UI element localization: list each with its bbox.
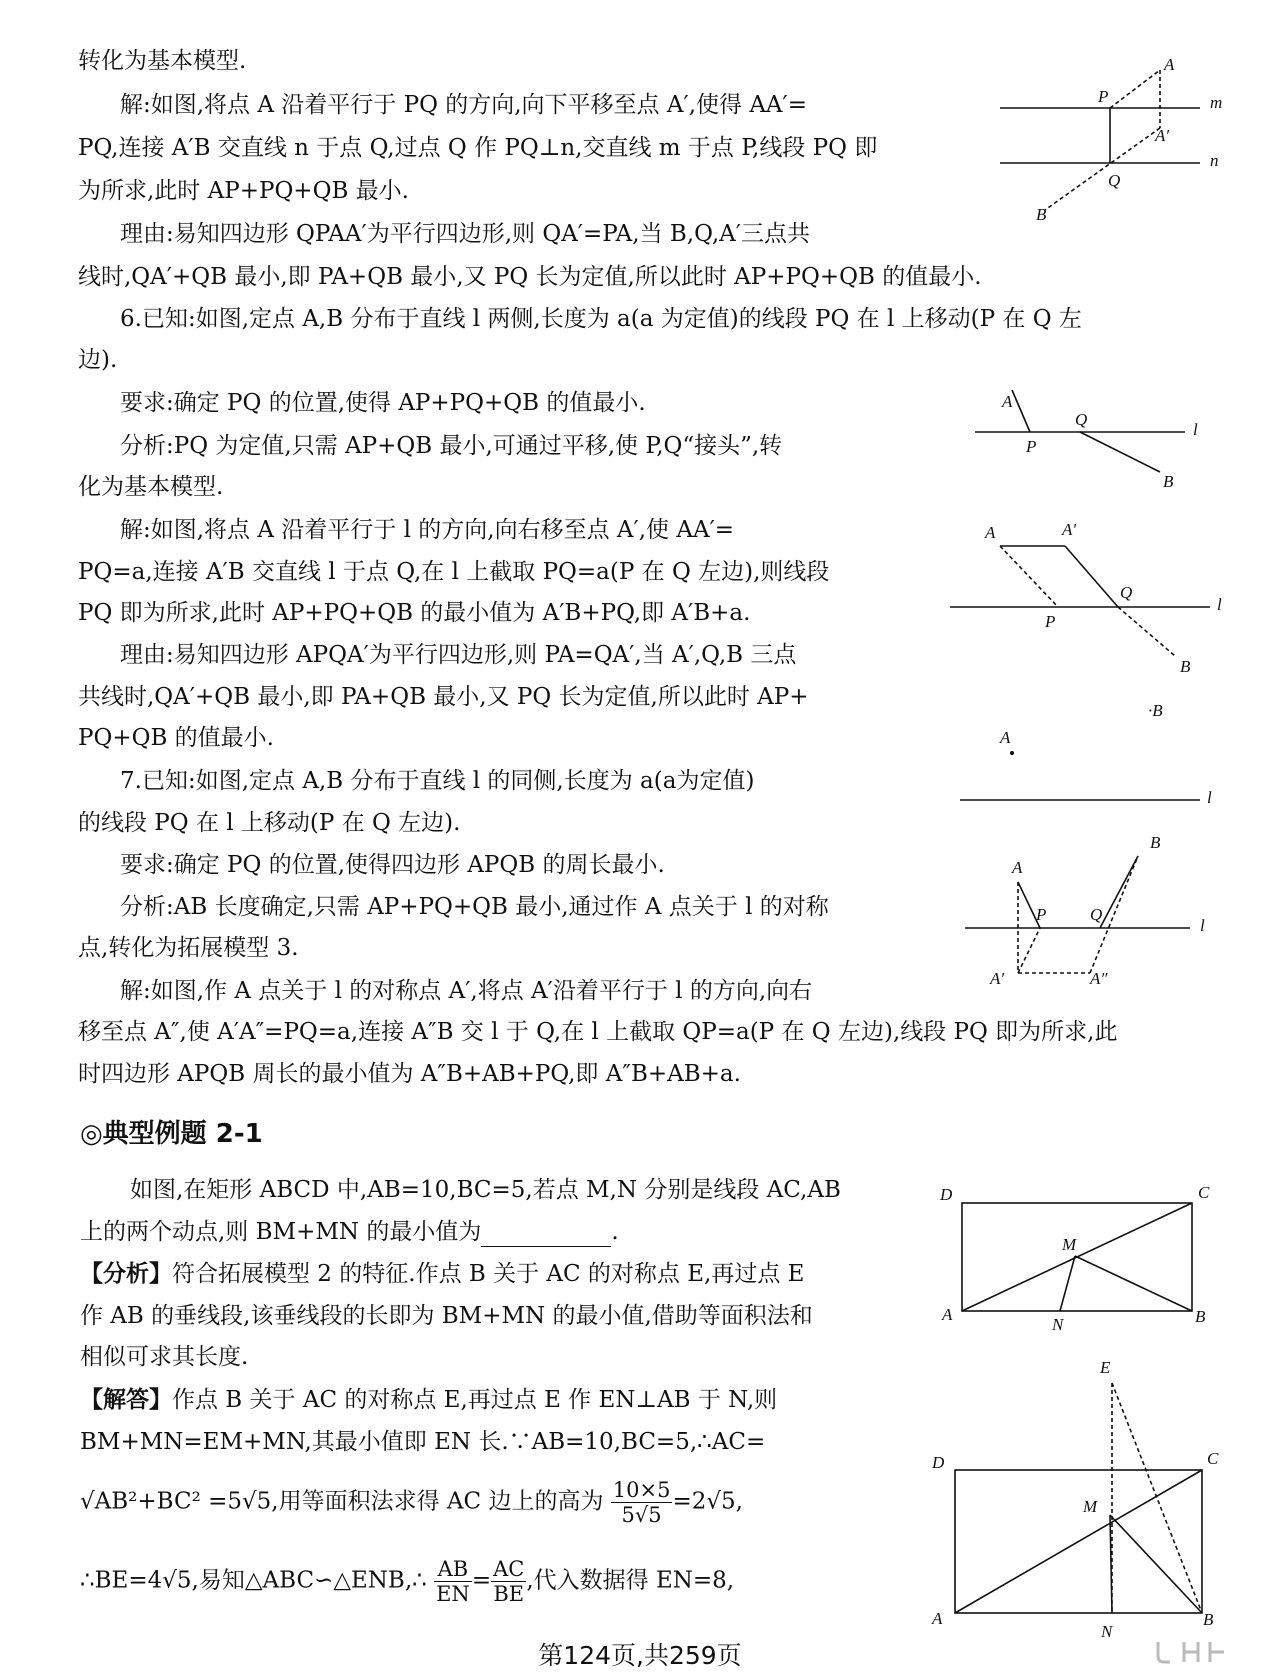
label-Q: Q bbox=[1090, 905, 1103, 924]
text-line: 共线时,QA′+QB 最小,即 PA+QB 最小,又 PQ 长为定值,所以此时 AP+ bbox=[78, 684, 809, 710]
label-Q: Q bbox=[1108, 171, 1121, 190]
text-line: 边). bbox=[78, 347, 118, 373]
text-line: 解:如图,将点 A 沿着平行于 l 的方向,向右移至点 A′,使 AA′= bbox=[120, 517, 735, 543]
text-line: PQ,连接 A′B 交直线 n 于点 Q,过点 Q 作 PQ⊥n,交直线 m 于点 P,线段 PQ 即 bbox=[78, 135, 878, 161]
text-line: 理由:易知四边形 QPAA′为平行四边形,则 QA′=PA,当 B,Q,A′三点共 bbox=[120, 221, 810, 247]
analysis-tag: 【分析】 bbox=[80, 1260, 172, 1287]
page-footer: 第124页,共259页 bbox=[538, 1641, 742, 1670]
text-line: 理由:易知四边形 APQA′为平行四边形,则 PA=QA′,当 A′,Q,B 三点 bbox=[120, 642, 797, 668]
answer-text: =2√5, bbox=[672, 1488, 743, 1515]
text-line: 要求:确定 PQ 的位置,使得四边形 APQB 的周长最小. bbox=[120, 852, 665, 878]
example-question-line: 如图,在矩形 ABCD 中,AB=10,BC=5,若点 M,N 分别是线段 AC,AB bbox=[130, 1177, 841, 1203]
label-P: P bbox=[1026, 437, 1037, 456]
label-l: l bbox=[1217, 595, 1222, 614]
label-B: B bbox=[1203, 1610, 1214, 1629]
answer-text: √AB²+BC² =5√5,用等面积法求得 AC 边上的高为 bbox=[80, 1488, 604, 1515]
text-line: PQ 即为所求,此时 AP+PQ+QB 的最小值为 A′B+PQ,即 A′B+a. bbox=[78, 600, 751, 626]
equals-sign: = bbox=[471, 1567, 492, 1594]
text-line: 解:如图,将点 A 沿着平行于 PQ 的方向,向下平移至点 A′,使得 AA′= bbox=[120, 92, 808, 118]
fraction-denominator: 5√5 bbox=[621, 1503, 662, 1527]
label-D: D bbox=[940, 1185, 953, 1204]
text-line: 线时,QA′+QB 最小,即 PA+QB 最小,又 PQ 长为定值,所以此时 AP+PQ+QB 的值最小. bbox=[78, 264, 982, 290]
label-P: P bbox=[1098, 87, 1109, 106]
watermark-icon bbox=[1150, 1636, 1250, 1666]
label-B: ·B bbox=[1148, 701, 1163, 720]
analysis-line: 相似可求其长度. bbox=[80, 1344, 249, 1370]
label-A: A bbox=[985, 523, 996, 542]
text-line: 为所求,此时 AP+PQ+QB 最小. bbox=[78, 178, 409, 204]
text-line: 解:如图,作 A 点关于 l 的对称点 A′,将点 A′沿着平行于 l 的方向,向右 bbox=[120, 978, 813, 1004]
label-P: P bbox=[1036, 905, 1047, 924]
text-line: 时四边形 APQB 周长的最小值为 A″B+AB+PQ,即 A″B+AB+a. bbox=[78, 1061, 741, 1087]
text-line: 分析:PQ 为定值,只需 AP+QB 最小,可通过平移,使 P,Q“接头”,转 bbox=[120, 433, 783, 459]
label-A-double-prime: A″ bbox=[1090, 969, 1108, 988]
label-l: l bbox=[1193, 420, 1198, 439]
label-C: C bbox=[1198, 1183, 1210, 1202]
answer-text: ∴BE=4√5,易知△ABC∽△ENB,∴ bbox=[80, 1567, 427, 1594]
analysis-line: 作 AB 的垂线段,该垂线段的长即为 BM+MN 的最小值,借助等面积法和 bbox=[80, 1303, 813, 1329]
label-m: m bbox=[1210, 93, 1223, 112]
label-P: P bbox=[1045, 612, 1056, 631]
label-M: M bbox=[1083, 1497, 1098, 1516]
analysis-text: 符合拓展模型 2 的特征.作点 B 关于 AC 的对称点 E,再过点 E bbox=[172, 1261, 805, 1287]
answer-tag: 【解答】 bbox=[80, 1386, 172, 1413]
text-line: 7.已知:如图,定点 A,B 分布于直线 l 的同侧,长度为 a(a为定值) bbox=[120, 768, 755, 794]
label-A: A bbox=[1012, 858, 1023, 877]
label-A: A bbox=[942, 1305, 953, 1324]
text-line: 移至点 A″,使 A′A″=PQ=a,连接 A″B 交 l 于 Q,在 l 上截取 QP=a(P 在 Q 左边),线段 PQ 即为所求,此 bbox=[78, 1019, 1118, 1045]
label-B: B bbox=[1150, 833, 1161, 852]
answer-text: ,代入数据得 EN=8, bbox=[526, 1567, 735, 1594]
answer-line: BM+MN=EM+MN,其最小值即 EN 长.∵AB=10,BC=5,∴AC= bbox=[80, 1429, 766, 1455]
label-M: M bbox=[1062, 1235, 1077, 1254]
label-A-prime: A′ bbox=[990, 969, 1005, 988]
label-n: n bbox=[1210, 151, 1219, 170]
section-title: ◎典型例题 2-1 bbox=[80, 1119, 263, 1149]
label-l: l bbox=[1207, 788, 1212, 807]
text-line: 的线段 PQ 在 l 上移动(P 在 Q 左边). bbox=[78, 810, 461, 836]
label-N: N bbox=[1052, 1315, 1064, 1334]
fraction-numerator: AB bbox=[434, 1557, 472, 1582]
label-C: C bbox=[1207, 1449, 1219, 1468]
text-line: 分析:AB 长度确定,只需 AP+PQ+QB 最小,通过作 A 点关于 l 的对称 bbox=[120, 894, 829, 920]
text-line: 转化为基本模型. bbox=[78, 48, 247, 74]
question-text: 上的两个动点,则 BM+MN 的最小值为 bbox=[80, 1219, 482, 1245]
label-A-prime: A′ bbox=[1062, 520, 1077, 539]
fraction-numerator: 10×5 bbox=[612, 1478, 671, 1502]
label-B: B bbox=[1036, 205, 1047, 224]
label-E: E bbox=[1100, 1358, 1111, 1377]
label-Q: Q bbox=[1075, 410, 1088, 429]
label-A: A bbox=[932, 1609, 943, 1628]
text-line: PQ=a,连接 A′B 交直线 l 于点 Q,在 l 上截取 PQ=a(P 在 Q 左边),则线段 bbox=[78, 559, 830, 585]
fraction-numerator: AC bbox=[493, 1557, 525, 1581]
label-A-prime: A′ bbox=[1155, 126, 1170, 145]
label-A: A bbox=[1000, 728, 1011, 747]
text-line: 点,转化为拓展模型 3. bbox=[78, 935, 299, 961]
text-line: 化为基本模型. bbox=[78, 474, 224, 500]
label-N: N bbox=[1101, 1622, 1113, 1641]
fraction-denominator: BE bbox=[493, 1582, 525, 1606]
label-l: l bbox=[1200, 916, 1205, 935]
label-B: B bbox=[1195, 1307, 1206, 1326]
question-end: . bbox=[611, 1219, 619, 1245]
text-line: PQ+QB 的值最小. bbox=[78, 725, 274, 751]
label-D: D bbox=[932, 1453, 945, 1472]
label-A: A bbox=[1164, 55, 1175, 74]
label-A: A bbox=[1002, 392, 1013, 411]
text-line: 6.已知:如图,定点 A,B 分布于直线 l 两侧,长度为 a(a 为定值)的线段 PQ 在 l 上移动(P 在 Q 左 bbox=[120, 306, 1082, 332]
label-Q: Q bbox=[1120, 583, 1133, 602]
fraction-denominator: EN bbox=[436, 1582, 470, 1606]
answer-text: 作点 B 关于 AC 的对称点 E,再过点 E 作 EN⊥AB 于 N,则 bbox=[172, 1387, 778, 1413]
text-line: 要求:确定 PQ 的位置,使得 AP+PQ+QB 的值最小. bbox=[120, 390, 646, 416]
label-B: B bbox=[1163, 472, 1174, 491]
label-B: B bbox=[1180, 657, 1191, 676]
